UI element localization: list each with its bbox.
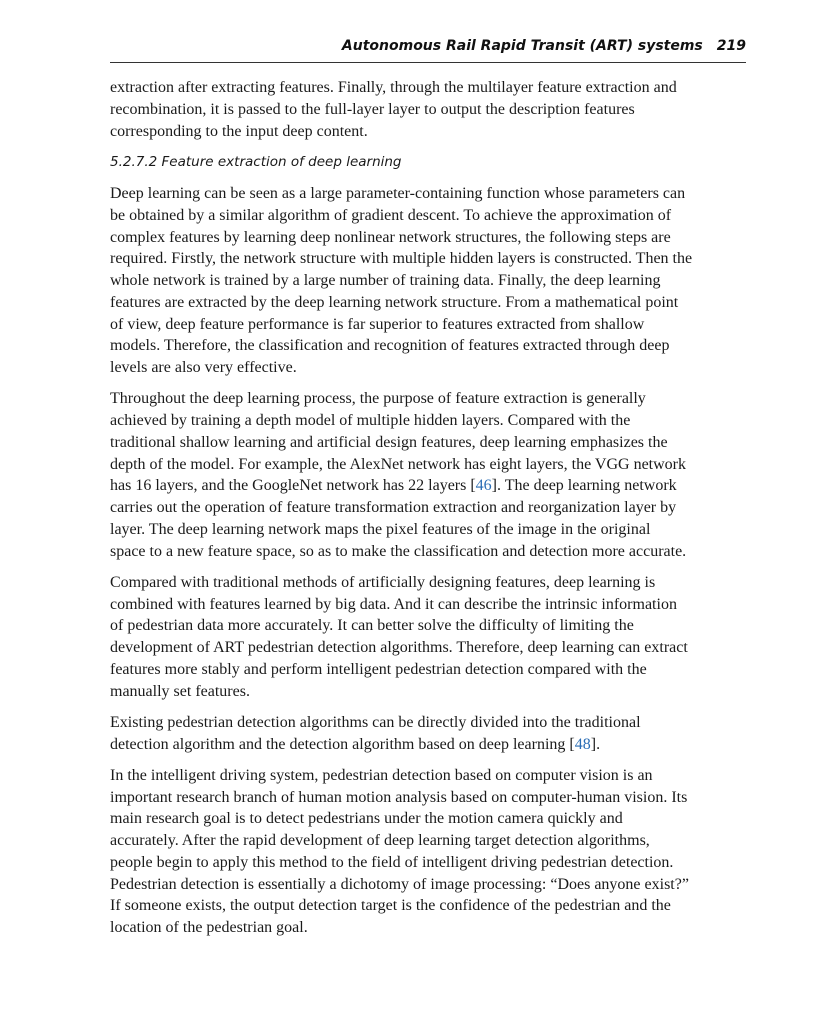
text-segment: complex features by learning deep nonlinear network structures, the following steps are bbox=[110, 228, 671, 246]
text-segment: models. Therefore, the classification and recognition of features extracted through deep bbox=[110, 337, 670, 355]
text-segment: ]. bbox=[590, 735, 601, 753]
text-line bbox=[110, 292, 750, 314]
text-segment: traditional shallow learning and artificial design features, deep learning emphasizes the bbox=[110, 433, 668, 451]
paragraph bbox=[110, 388, 750, 562]
text-segment: achieved by training a depth model of multiple hidden layers. Compared with the bbox=[110, 412, 631, 429]
text-segment: space to a new feature space, so as to make the classification and detection more accurate. bbox=[110, 542, 687, 560]
body-text bbox=[110, 77, 750, 948]
text-line bbox=[110, 615, 750, 637]
text-line bbox=[110, 99, 750, 121]
text-line bbox=[110, 895, 750, 917]
text-line bbox=[110, 830, 750, 852]
text-segment: corresponding to the input deep content. bbox=[110, 122, 368, 140]
text-line bbox=[110, 712, 750, 734]
paragraph bbox=[110, 183, 750, 379]
text-segment: development of ART pedestrian detection algorithms. Therefore, deep learning can extract bbox=[110, 639, 688, 656]
text-segment: Deep learning can be seen as a large parameter-containing function whose parameters can bbox=[110, 185, 686, 202]
text-segment: Compared with traditional methods of artificially designing features, deep learning is bbox=[110, 573, 656, 591]
section-heading bbox=[110, 152, 750, 174]
text-segment: accurately. After the rapid development of deep learning target detection algorithms, bbox=[110, 832, 650, 849]
paragraph bbox=[110, 77, 750, 142]
text-segment: features are extracted by the deep learning network structure. From a mathematical point bbox=[110, 293, 679, 311]
text-segment: depth of the model. For example, the AlexNet network has eight layers, the VGG network bbox=[110, 455, 687, 473]
text-segment: important research branch of human motion analysis based on computer-human vision. Its bbox=[110, 788, 688, 806]
text-line bbox=[110, 152, 750, 174]
text-line bbox=[110, 335, 750, 357]
text-line bbox=[110, 852, 750, 874]
text-segment: people begin to apply this method to the field of intelligent driving pedestrian detection. bbox=[110, 853, 674, 871]
text-line bbox=[110, 787, 750, 809]
text-line bbox=[110, 497, 750, 519]
text-segment: detection algorithm and the detection algorithm based on deep learning [ bbox=[110, 735, 575, 753]
text-line bbox=[110, 917, 750, 939]
text-line bbox=[110, 314, 750, 336]
text-segment: manually set features. bbox=[110, 682, 250, 700]
text-line bbox=[110, 594, 750, 616]
text-segment: Throughout the deep learning process, the purpose of feature extraction is generally bbox=[110, 390, 646, 408]
running-header bbox=[110, 38, 746, 63]
text-segment: of view, deep feature performance is far superior to features extracted from shallow bbox=[110, 315, 645, 333]
text-line bbox=[110, 637, 750, 659]
text-line bbox=[110, 765, 750, 787]
text-segment: whole network is trained by a large number of training data. Finally, the deep learning bbox=[110, 272, 661, 289]
text-line bbox=[110, 808, 750, 830]
page-number: 219 bbox=[716, 38, 746, 54]
paragraph bbox=[110, 765, 750, 939]
text-segment: has 16 layers, and the GoogleNet network has 22 layers [ bbox=[110, 477, 476, 495]
text-line bbox=[110, 357, 750, 379]
text-segment: extraction after extracting features. Finally, through the multilayer feature extraction and bbox=[110, 79, 677, 96]
text-line bbox=[110, 183, 750, 205]
text-line bbox=[110, 874, 750, 896]
text-line bbox=[110, 410, 750, 432]
text-line bbox=[110, 454, 750, 476]
text-line bbox=[110, 270, 750, 292]
text-line bbox=[110, 519, 750, 541]
text-line bbox=[110, 205, 750, 227]
text-line bbox=[110, 659, 750, 681]
text-segment: 5.2.7.2 Feature extraction of deep learning bbox=[110, 153, 402, 170]
text-line bbox=[110, 77, 750, 99]
text-segment: features more stably and perform intelligent pedestrian detection compared with the bbox=[110, 660, 647, 678]
text-segment: carries out the operation of feature transformation extraction and reorganization layer by bbox=[110, 499, 677, 516]
text-segment: combined with features learned by big data. And it can describe the intrinsic information bbox=[110, 595, 677, 613]
text-segment: recombination, it is passed to the full-layer layer to output the description features bbox=[110, 100, 635, 118]
text-segment: of pedestrian data more accurately. It can better solve the difficulty of limiting the bbox=[110, 617, 634, 635]
paragraph bbox=[110, 712, 750, 756]
text-line bbox=[110, 121, 750, 143]
citation-link[interactable]: 46 bbox=[475, 477, 492, 495]
text-segment: be obtained by a similar algorithm of gradient descent. To achieve the approximation of bbox=[110, 206, 672, 224]
citation-link[interactable]: 48 bbox=[574, 735, 591, 753]
text-line bbox=[110, 734, 750, 756]
text-segment: In the intelligent driving system, pedestrian detection based on computer vision is an bbox=[110, 766, 653, 784]
text-segment: main research goal is to detect pedestrians under the motion camera quickly and bbox=[110, 810, 623, 828]
text-segment: ]. The deep learning network bbox=[491, 477, 677, 495]
text-line bbox=[110, 248, 750, 270]
running-title: Autonomous Rail Rapid Transit (ART) systems bbox=[341, 38, 703, 54]
text-line bbox=[110, 432, 750, 454]
text-segment: layer. The deep learning network maps the pixel features of the image in the original bbox=[110, 520, 651, 538]
text-segment: location of the pedestrian goal. bbox=[110, 919, 308, 936]
text-line bbox=[110, 541, 750, 563]
text-line bbox=[110, 227, 750, 249]
text-line bbox=[110, 572, 750, 594]
text-line bbox=[110, 475, 750, 497]
text-segment: Pedestrian detection is essentially a dichotomy of image processing: “Does anyone exist?” bbox=[110, 875, 689, 893]
paragraph bbox=[110, 572, 750, 703]
text-line bbox=[110, 681, 750, 703]
text-segment: Existing pedestrian detection algorithms can be directly divided into the traditional bbox=[110, 713, 641, 731]
text-segment: If someone exists, the output detection target is the confidence of the pedestrian and the bbox=[110, 897, 671, 915]
text-line bbox=[110, 388, 750, 410]
text-segment: required. Firstly, the network structure with multiple hidden layers is constructed. Then the bbox=[110, 250, 693, 268]
text-segment: levels are also very effective. bbox=[110, 359, 297, 376]
